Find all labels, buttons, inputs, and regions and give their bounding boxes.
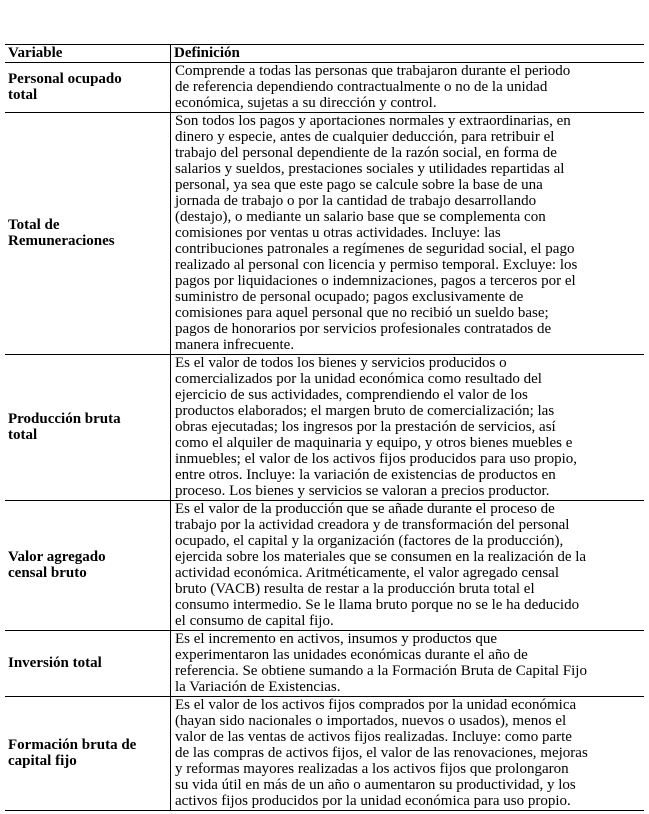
- definition-line: Es el valor de todos los bienes y servicios producidos o: [175, 355, 507, 371]
- definition-line: Es el valor de la producción que se añade durante el proceso de: [175, 501, 555, 517]
- definition-line: ejercida sobre los materiales que se consumen en la realización de la: [175, 549, 587, 565]
- definition-line: referencia. Se obtiene sumando a la Formación Bruta de Capital Fijo: [175, 663, 587, 679]
- table-header-row: [5, 45, 644, 63]
- definition-line: manera infrecuente.: [175, 337, 295, 353]
- definition-line: de las compras de activos fijos, el valor de las renovaciones, mejoras: [175, 745, 588, 761]
- variable-cell: [5, 355, 171, 501]
- variable-name-line: Remuneraciones: [8, 233, 115, 249]
- variable-name-line: total: [8, 427, 38, 443]
- variables-definitions-table: [5, 44, 644, 811]
- definition-line: ocupado, el capital y la organización (factores de la producción),: [175, 533, 564, 549]
- definition-line: la Variación de Existencias.: [175, 679, 341, 695]
- variable-cell: [5, 631, 171, 697]
- variable-name-line: total: [8, 87, 38, 103]
- definition-line: consumo intermedio. Se le llama bruto porque no se le ha deducido: [175, 597, 580, 613]
- table-row: [5, 501, 644, 631]
- definition-line: el consumo de capital fijo.: [175, 613, 334, 629]
- definition-line: obras ejecutadas; los ingresos por la prestación de servicios, así: [175, 419, 556, 435]
- definition-line: y reformas mayores realizadas a los activos fijos que prolongaron: [175, 761, 569, 777]
- definition-line: suministro de personal ocupado; pagos exclusivamente de: [175, 289, 524, 305]
- definition-line: ejercicio de sus actividades, comprendiendo el valor de los: [175, 387, 528, 403]
- definition-line: económica, sujetas a su dirección y control.: [175, 95, 437, 111]
- definition-line: valor de las ventas de activos fijos realizadas. Incluye: como parte: [175, 729, 572, 745]
- table-row: [5, 697, 644, 811]
- definition-line: su vida útil en más de un año o aumentaron su productividad, y los: [175, 777, 576, 793]
- column-header-definition: Definición: [171, 45, 645, 63]
- variable-name-line: Inversión total: [8, 655, 102, 671]
- table-body: [5, 63, 644, 811]
- definition-line: trabajo del personal dependiente de la razón social, en forma de: [175, 145, 557, 161]
- table-row: [5, 631, 644, 697]
- definition-line: productos elaborados; el margen bruto de comercialización; las: [175, 403, 555, 419]
- definition-cell: [171, 697, 645, 811]
- table-row: [5, 63, 644, 113]
- variable-name-line: Producción bruta: [8, 411, 121, 427]
- variable-name-line: capital fijo: [8, 753, 77, 769]
- definition-line: pagos de honorarios por servicios profesionales contratados de: [175, 321, 552, 337]
- definition-line: contribuciones patronales a regímenes de seguridad social, el pago: [175, 241, 575, 257]
- definition-line: trabajo por la actividad creadora y de transformación del personal: [175, 517, 570, 533]
- definition-line: de referencia dependiendo contractualmente o no de la unidad: [175, 79, 548, 95]
- definition-line: realizado al personal con licencia y permiso temporal. Excluye: los: [175, 257, 578, 273]
- column-header-variable: Variable: [5, 45, 171, 63]
- definition-line: personal, ya sea que este pago se calcule sobre la base de una: [175, 177, 543, 193]
- variable-cell: [5, 501, 171, 631]
- definition-line: jornada de trabajo o por la cantidad de trabajo desarrollando: [175, 193, 537, 209]
- definition-cell: [171, 355, 645, 501]
- definition-line: comisiones por ventas u otras actividades. Incluye: las: [175, 225, 501, 241]
- definition-line: activos fijos producidos por la unidad económica para uso propio.: [175, 793, 571, 809]
- variable-cell: [5, 113, 171, 355]
- definition-line: (destajo), o mediante un salario base que se complementa con: [175, 209, 546, 225]
- definition-line: entre otros. Incluye: la variación de existencias de productos en: [175, 467, 556, 483]
- definition-line: actividad económica. Aritméticamente, el valor agregado censal: [175, 565, 559, 581]
- definition-cell: [171, 631, 645, 697]
- variable-name-line: Formación bruta de: [8, 737, 137, 753]
- table-row: [5, 355, 644, 501]
- definition-line: pagos por liquidaciones o indemnizaciones, pagos a terceros por el: [175, 273, 576, 289]
- definition-line: proceso. Los bienes y servicios se valoran a precios productor.: [175, 483, 550, 499]
- definition-line: Es el incremento en activos, insumos y productos que: [175, 631, 498, 647]
- definition-line: experimentaron las unidades económicas durante el año de: [175, 647, 528, 663]
- definition-cell: [171, 113, 645, 355]
- variable-name-line: Total de: [8, 217, 60, 233]
- definition-line: Es el valor de los activos fijos comprados por la unidad económica: [175, 697, 577, 713]
- definition-line: comercializados por la unidad económica como resultado del: [175, 371, 542, 387]
- table-row: [5, 113, 644, 355]
- definition-cell: [171, 63, 645, 113]
- definition-line: comisiones para aquel personal que no recibió un sueldo base;: [175, 305, 549, 321]
- variable-cell: [5, 63, 171, 113]
- definition-line: Comprende a todas las personas que trabajaron durante el periodo: [175, 63, 571, 79]
- variable-name-line: Valor agregado: [8, 549, 106, 565]
- definition-line: salarios y sueldos, prestaciones sociales y utilidades repartidas al: [175, 161, 565, 177]
- variable-name-line: censal bruto: [8, 565, 87, 581]
- variable-name-line: Personal ocupado: [8, 71, 122, 87]
- definition-line: inmuebles; el valor de los activos fijos producidos para uso propio,: [175, 451, 578, 467]
- definition-line: (hayan sido nacionales o importados, nuevos o usados), menos el: [175, 713, 567, 729]
- definition-line: Son todos los pagos y aportaciones normales y extraordinarias, en: [175, 113, 571, 129]
- definition-line: como el alquiler de maquinaria y equipo, y otros bienes muebles e: [175, 435, 573, 451]
- definition-cell: [171, 501, 645, 631]
- definition-line: bruto (VACB) resulta de restar a la producción bruta total el: [175, 581, 535, 597]
- variable-cell: [5, 697, 171, 811]
- definition-line: dinero y especie, antes de cualquier deducción, para retribuir el: [175, 129, 555, 145]
